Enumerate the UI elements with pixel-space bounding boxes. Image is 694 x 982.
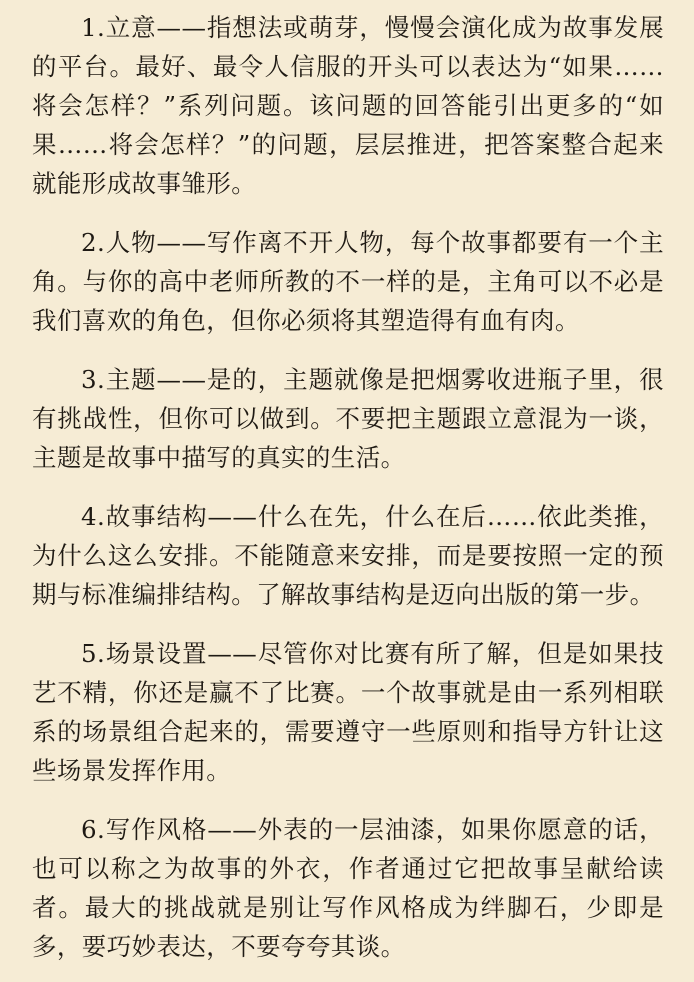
paragraph-theme: 3.主题——是的，主题就像是把烟雾收进瓶子里，很有挑战性，但你可以做到。不要把主题跟立意混为一谈，主题是故事中描写的真实的生活。 bbox=[32, 365, 664, 472]
paragraph-character: 2.人物——写作离不开人物，每个故事都要有一个主角。与你的高中老师所教的不一样的是，主角可以不必是我们喜欢的角色，但你必须将其塑造得有血有肉。 bbox=[32, 228, 664, 335]
paragraph-writing-style: 6.写作风格——外表的一层油漆，如果你愿意的话，也可以称之为故事的外衣，作者通过它把故事呈献给读者。最大的挑战就是别让写作风格成为绊脚石，少即是多，要巧妙表达，不要夸夸其谈。 bbox=[32, 815, 664, 961]
paragraph-idea: 1.立意——指想法或萌芽，慢慢会演化成为故事发展的平台。最好、最令人信服的开头可以表达为“如果……将会怎样？”系列问题。该问题的回答能引出更多的“如果……将会怎样？”的问题，层层推进，把答案整合起来就能形成故事雏形。 bbox=[32, 13, 664, 198]
paragraph-story-structure: 4.故事结构——什么在先，什么在后……依此类推，为什么这么安排。不能随意来安排，而是要按照一定的预期与标准编排结构。了解故事结构是迈向出版的第一步。 bbox=[32, 502, 664, 609]
paragraph-scene-setting: 5.场景设置——尽管你对比赛有所了解，但是如果技艺不精，你还是赢不了比赛。一个故事就是由一系列相联系的场景组合起来的，需要遵守一些原则和指导方针让这些场景发挥作用。 bbox=[32, 639, 664, 785]
